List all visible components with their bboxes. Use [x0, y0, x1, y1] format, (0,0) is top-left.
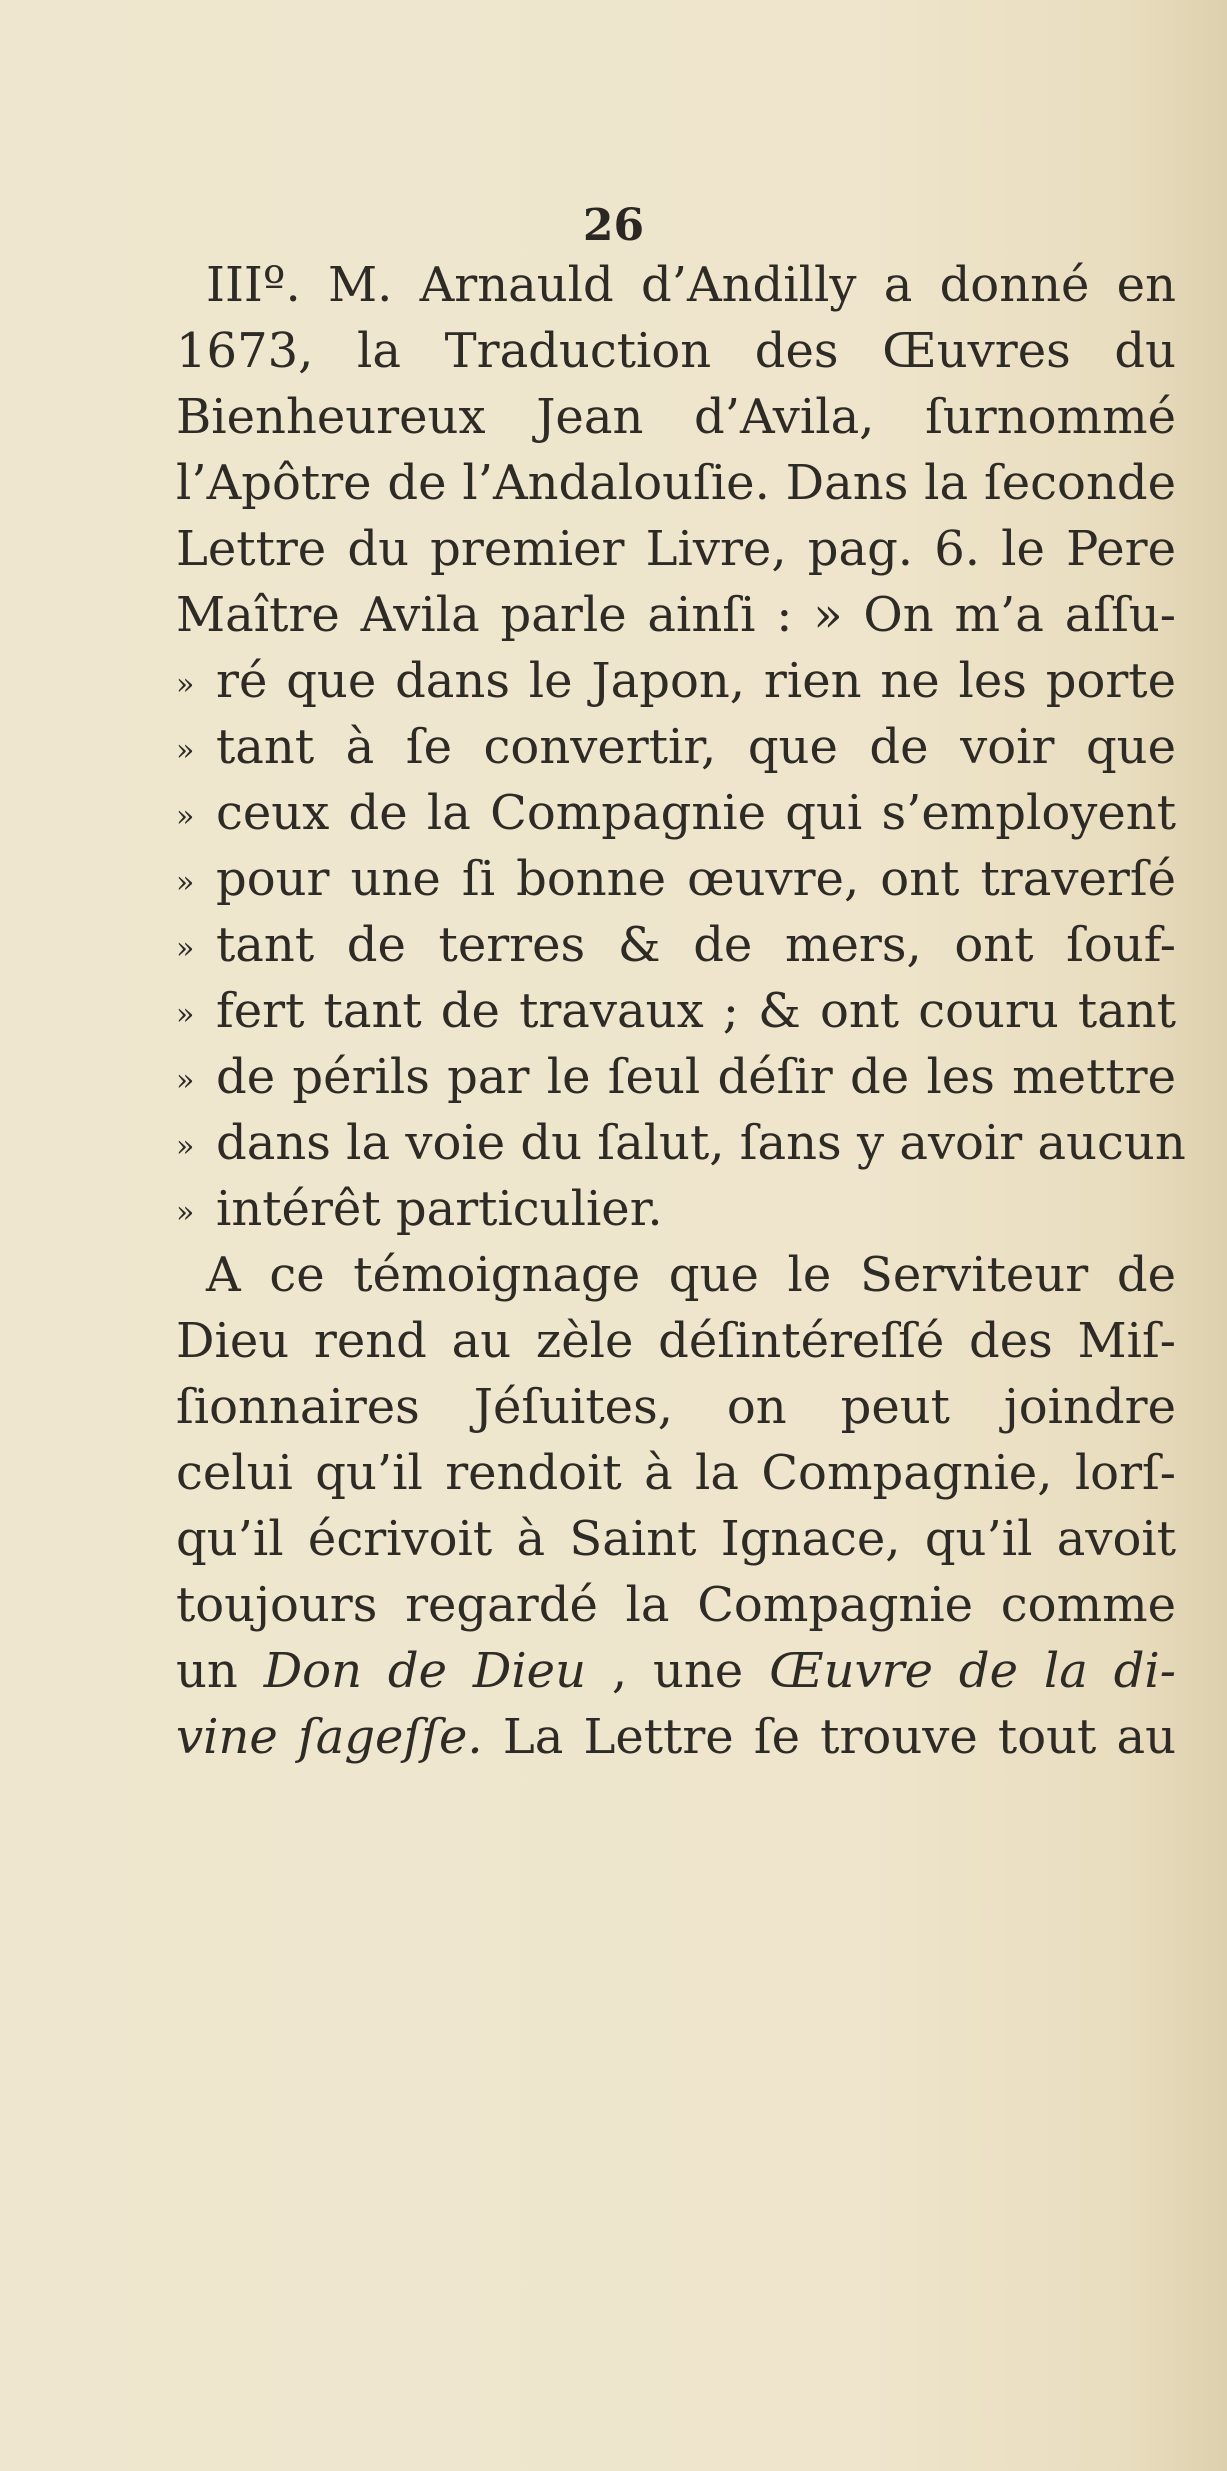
- quote-mark: »: [176, 798, 195, 834]
- quote-mark: »: [176, 930, 195, 966]
- text-line: vine ſageſſe. La Lettre ſe trouve tout au: [176, 1709, 1176, 1765]
- text-line: l’Apôtre de l’Andalouſie. Dans la ſeconde: [176, 455, 1176, 511]
- quoted-line: » intérêt particulier.: [176, 1176, 1176, 1242]
- text-line: ſionnaires Jéſuites, on peut joindre: [176, 1379, 1176, 1435]
- quoted-line: » pour une ſi bonne œuvre, ont traverſé: [176, 846, 1176, 912]
- quoted-line: » de périls par le ſeul déſir de les mettre: [176, 1044, 1176, 1110]
- quoted-line: » ré que dans le Japon, rien ne les porte: [176, 648, 1176, 714]
- quoted-line: » tant de terres & de mers, ont ſouf-: [176, 912, 1176, 978]
- italic-phrase: Don de Dieu: [263, 1643, 586, 1699]
- text-line: toujours regardé la Compagnie comme: [176, 1577, 1176, 1633]
- text-line: Maître Avila parle ainſi : » On m’a aſſu-: [176, 587, 1176, 643]
- quoted-line: » ceux de la Compagnie qui s’employent: [176, 780, 1176, 846]
- text-line: IIIº. M. Arnauld d’Andilly a donné en: [206, 257, 1176, 313]
- text-line: 1673, la Traduction des Œuvres du: [176, 323, 1176, 379]
- quote-mark: »: [176, 732, 195, 768]
- quote-mark: »: [176, 1128, 195, 1164]
- quote-mark: »: [176, 864, 195, 900]
- text-line: un Don de Dieu , une Œuvre de la di-: [176, 1643, 1177, 1699]
- quoted-line: » fert tant de travaux ; & ont couru tant: [176, 978, 1176, 1044]
- body-text: [176, 252, 1186, 1770]
- quoted-line: » dans la voie du ſalut, ſans y avoir aucun: [176, 1110, 1176, 1176]
- quote-mark: »: [176, 666, 195, 702]
- text-line: Dieu rend au zèle déſintéreſſé des Miſ-: [176, 1313, 1176, 1369]
- text-line: qu’il écrivoit à Saint Ignace, qu’il avoit: [176, 1511, 1176, 1567]
- italic-phrase: vine ſageſſe.: [176, 1709, 483, 1765]
- text-line: A ce témoignage que le Serviteur de: [206, 1247, 1176, 1303]
- quote-mark: »: [176, 996, 195, 1032]
- text-line: Lettre du premier Livre, pag. 6. le Pere: [176, 521, 1176, 577]
- quote-mark: »: [176, 1194, 195, 1230]
- quote-mark: »: [176, 1062, 195, 1098]
- italic-phrase: Œuvre de la di-: [769, 1643, 1177, 1699]
- quoted-line: » tant à ſe convertir, que de voir que: [176, 714, 1176, 780]
- text-line: Bienheureux Jean d’Avila, ſurnommé: [176, 389, 1176, 445]
- page-number: 26: [582, 200, 645, 251]
- text-line: celui qu’il rendoit à la Compagnie, lorſ-: [176, 1445, 1176, 1501]
